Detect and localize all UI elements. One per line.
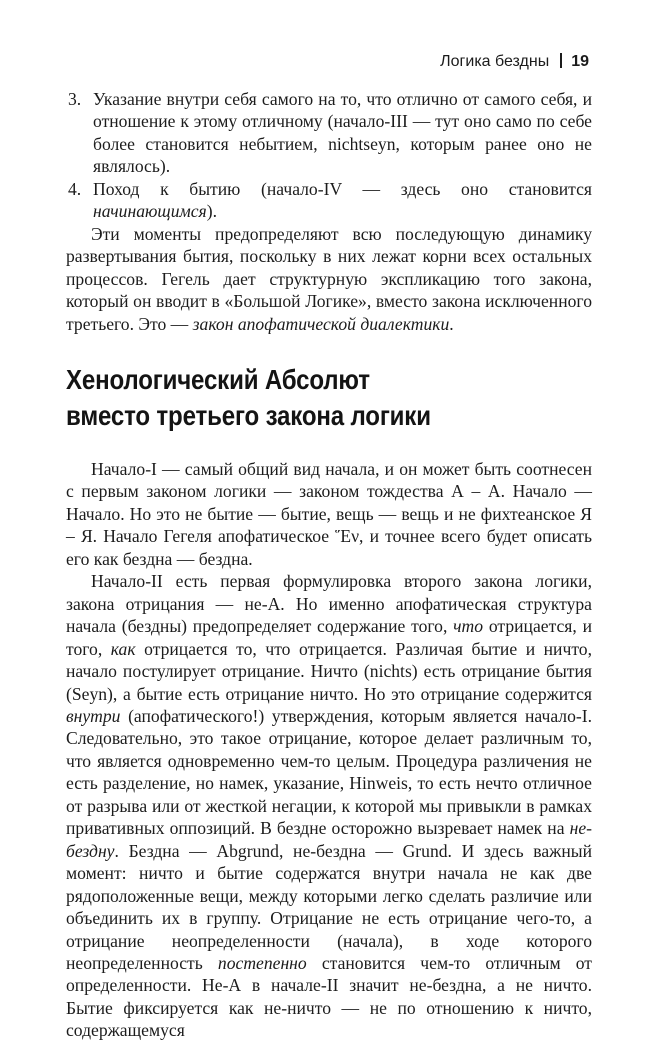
page-body xyxy=(66,88,592,1042)
paragraph-2-emphasis: внутри xyxy=(66,705,121,726)
intro-paragraph xyxy=(66,223,592,335)
paragraph-2-emphasis: постепенно xyxy=(217,952,307,973)
paragraph-2 xyxy=(66,570,592,1042)
section-heading-line1: Хенологический Абсолют xyxy=(66,363,370,395)
paragraph-2-emphasis: что xyxy=(453,616,484,637)
paragraph-1: Начало-I — самый общий вид начала, и он может быть соотнесен с первым законом логики — законом тождества А – А. Начало — Начало. Но это не бытие — бытие, вещь — вещь и не фихтеанское Я – Я. Начало Гегеля апофатическое Ἕν, и точнее всего будет описать его как бездна — бездна. xyxy=(66,458,592,569)
list-item xyxy=(66,178,592,223)
list-item xyxy=(66,88,592,178)
paragraph-2-emphasis: как xyxy=(110,638,136,659)
header-separator xyxy=(560,53,562,68)
paragraph-2-text: . Бездна — Abgrund, не-бездна — Grund. И здесь важный момент: ничто и бытие содержатся внутри начала не как две рядоположенные вещи, между которыми легко сделать различие или объединить их в группу. Отрицание не есть отрицание чего-то, а отрицание неопределенности (начала), в ходе которого неопределенность xyxy=(66,840,592,973)
paragraph-2-text: отрицается то, что отрицается. Различая бытие и ничто, начало постулирует отрицание. Ничто (nichts) есть отрицание бытия (Seyn), а бытие есть отрицание ничто. Но это отрицание содержится xyxy=(66,638,592,704)
section-heading xyxy=(66,362,591,434)
paragraph-2-text: отрицается, и того, xyxy=(66,616,592,659)
running-header xyxy=(440,52,589,72)
section-heading-line2: вместо третьего закона логики xyxy=(66,399,431,431)
list-item-text: Указание внутри себя самого на то, что отлично от самого себя, и отношение к этому отличному (начало-III — тут оно само по себе более становится небытием, nichtseyn, которым ранее оно не являлось). xyxy=(93,89,592,177)
paragraph-2-text: становится чем-то отличным от определенности. Не-А в начале-II значит не-бездна, а не ничто. Бытие фиксируется как не-ничто — не по отношению к ничто, содержащемуся xyxy=(66,952,592,1041)
list-item-text-part: Поход к бытию (начало-IV — здесь оно становится xyxy=(93,178,592,199)
list-item-emphasis: начинающимся xyxy=(93,201,207,222)
list-item-text xyxy=(93,178,592,223)
intro-text: Эти моменты предопределяют всю последующую динамику развертывания бытия, поскольку в них лежат корни всех остальных процессов. Гегель дает структурную экспликацию того закона, который он вводит в «Большой Логике», вместо закона исключенного третьего. Это — xyxy=(66,223,592,334)
list-item-text-part: ). xyxy=(206,201,217,222)
paragraph-2-text: Начало-II есть первая формулировка второго закона логики, закона отрицания — не-А. Но именно апофатическая структура начала (бездны) предопределяет содержание того, xyxy=(66,571,592,637)
list-item-number: 3. xyxy=(68,89,82,109)
intro-text-end: . xyxy=(449,313,454,334)
list-item-number: 4. xyxy=(68,178,82,199)
page-number: 19 xyxy=(571,53,589,70)
paragraph-2-emphasis: не-бездну xyxy=(66,818,592,861)
intro-emphasis: закон апофатической диалектики xyxy=(192,313,450,334)
running-title: Логика бездны xyxy=(440,53,550,70)
paragraph-2-text: (апофатического!) утверждения, которым является начало-I. Следовательно, это такое отрицание, которое делает различным то, что является одновременно чем-то целым. Процедура различения не есть разделение, но намек, указание, Hinweis, то есть нечто отличное от разрыва или от жесткой негации, к которой мы привыкли в рамках привативных оппозиций. В бездне осторожно вызревает намек на xyxy=(66,705,592,839)
